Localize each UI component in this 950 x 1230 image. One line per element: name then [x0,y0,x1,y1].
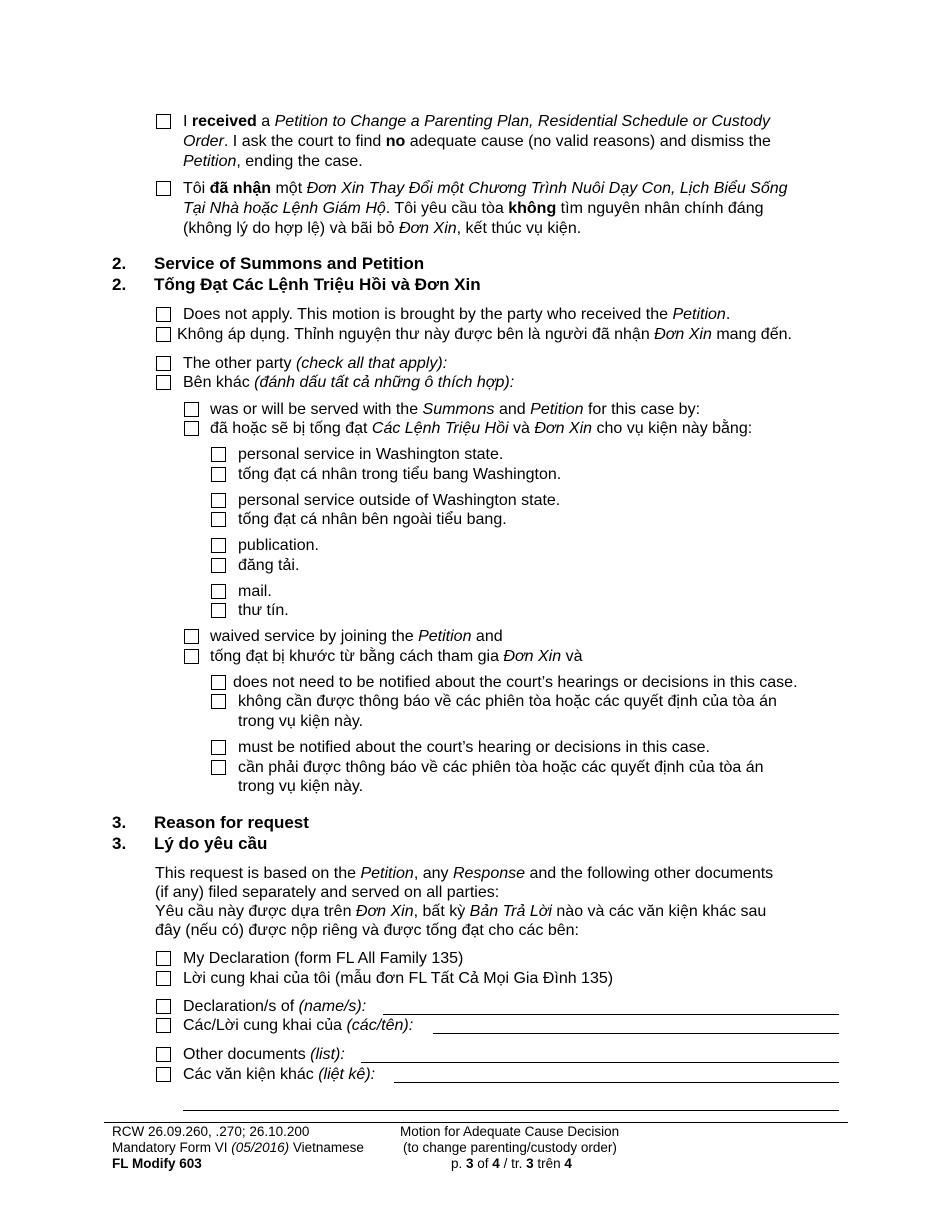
section-2-number-vi: 2. [112,275,127,294]
footer-code: FL Modify 603 [112,1156,202,1171]
footer-form: Mandatory Form VI (05/2016) Vietnamese [112,1140,364,1155]
other-documents-label: Other documents (list): [183,1046,345,1063]
footer-rule [104,1122,848,1123]
waived-text: waived service by joining the Petition and [210,628,503,645]
other-party-checkbox-vi[interactable] [156,375,171,390]
section-3-title-vi: Lý do yêu cầu [154,834,268,853]
section-2-number: 2. [112,254,127,273]
no-notice-text-vi-1: không cần được thông báo về các phiên tòa hoặc các quyết định của tòa án [238,693,777,710]
waived-checkbox[interactable] [184,629,199,644]
no-notice-text: does not need to be notified about the court’s hearings or decisions in this case. [233,674,798,691]
reason-intro-vi-1: Yêu cầu này được dựa trên Đơn Xin, bất kỳ Bản Trả Lời nào và các văn kiện khác sau [155,903,767,920]
reason-intro-vi-2: đây (nếu có) được nộp riêng và được tống đạt cho các bên: [155,922,579,939]
no-notice-text-vi-2: trong vụ kiện này. [238,713,364,730]
received-text-vi-line1: Tôi đã nhận một Đơn Xin Thay Đổi một Chương Trình Nuôi Dạy Con, Lịch Biểu Sống [183,180,788,197]
personal-out-wa-checkbox-vi[interactable] [211,512,226,527]
received-dismiss-checkbox[interactable] [156,114,171,129]
received-text-vi-line3: (không lý do hợp lệ) và bãi bỏ Đơn Xin, kết thúc vụ kiện. [183,220,582,237]
personal-out-wa-checkbox[interactable] [211,493,226,508]
not-apply-checkbox[interactable] [156,307,171,322]
must-notice-text-vi-1: cần phải được thông báo về các phiên tòa hoặc các quyết định của tòa án [238,759,764,776]
other-party-text: The other party (check all that apply): [183,355,448,372]
served-text: was or will be served with the Summons and Petition for this case by: [210,401,701,418]
other-documents-list-field-vi[interactable] [394,1082,839,1083]
declarations-of-name-field[interactable] [383,1014,839,1015]
publication-checkbox[interactable] [211,538,226,553]
section-2-title-vi: Tống Đạt Các Lệnh Triệu Hồi và Đơn Xin [154,275,481,294]
reason-intro-en-1: This request is based on the Petition, any Response and the following other documents [155,865,774,882]
declarations-of-checkbox[interactable] [156,999,171,1014]
other-party-text-vi: Bên khác (đánh dấu tất cả những ô thích hợp): [183,374,515,391]
waived-checkbox-vi[interactable] [184,649,199,664]
mail-text: mail. [238,583,272,600]
section-3-title-en: Reason for request [154,813,309,832]
reason-intro-en-2: (if any) filed separately and served on all parties: [155,884,500,901]
footer-page-number: p. 3 of 4 / tr. 3 trên 4 [451,1156,572,1171]
must-notice-text: must be notified about the court’s hearing or decisions in this case. [238,739,710,756]
received-text-line1: I received a Petition to Change a Parenting Plan, Residential Schedule or Custody [183,113,771,130]
no-notice-checkbox[interactable] [211,675,226,690]
personal-in-wa-text: personal service in Washington state. [238,446,504,463]
footer-title-1: Motion for Adequate Cause Decision [400,1124,620,1139]
served-checkbox[interactable] [184,402,199,417]
mail-text-vi: thư tín. [238,602,289,619]
personal-in-wa-checkbox[interactable] [211,447,226,462]
no-notice-checkbox-vi[interactable] [211,694,226,709]
other-documents-checkbox[interactable] [156,1047,171,1062]
personal-out-wa-text-vi: tống đạt cá nhân bên ngoài tiểu bang. [238,511,507,528]
extra-list-line[interactable] [183,1110,839,1111]
my-declaration-text-vi: Lời cung khai của tôi (mẫu đơn FL Tất Cả Mọi Gia Đình 135) [183,970,614,987]
served-text-vi: đã hoặc sẽ bị tống đạt Các Lệnh Triệu Hồi và Đơn Xin cho vụ kiện này bằng: [210,420,753,437]
personal-out-wa-text: personal service outside of Washington state. [238,492,561,509]
my-declaration-checkbox[interactable] [156,951,171,966]
my-declaration-checkbox-vi[interactable] [156,971,171,986]
other-party-checkbox[interactable] [156,356,171,371]
section-2-title-en: Service of Summons and Petition [154,254,425,273]
section-3-number: 3. [112,813,127,832]
other-documents-list-field[interactable] [361,1062,839,1063]
must-notice-checkbox[interactable] [211,740,226,755]
publication-text: publication. [238,537,319,554]
must-notice-checkbox-vi[interactable] [211,760,226,775]
other-documents-label-vi: Các văn kiện khác (liệt kê): [183,1066,376,1083]
waived-text-vi: tống đạt bị khước từ bằng cách tham gia Đơn Xin và [210,648,583,665]
declarations-of-checkbox-vi[interactable] [156,1018,171,1033]
not-apply-text-vi: Không áp dụng. Thỉnh nguyện thư này được bên là người đã nhận Đơn Xin mang đến. [177,326,792,343]
not-apply-text: Does not apply. This motion is brought by the party who received the Petition. [183,306,731,323]
publication-text-vi: đăng tải. [238,557,300,574]
served-checkbox-vi[interactable] [184,421,199,436]
received-text-line2: Order. I ask the court to find no adequate cause (no valid reasons) and dismiss the [183,133,771,150]
mail-checkbox[interactable] [211,584,226,599]
declarations-of-name-field-vi[interactable] [433,1033,839,1034]
declarations-of-label: Declaration/s of (name/s): [183,998,367,1015]
declarations-of-label-vi: Các/Lời cung khai của (các/tên): [183,1017,414,1034]
must-notice-text-vi-2: trong vụ kiện này. [238,778,364,795]
mail-checkbox-vi[interactable] [211,603,226,618]
received-text-vi-line2: Tại Nhà hoặc Lệnh Giám Hộ. Tôi yêu cầu tòa không tìm nguyên nhân chính đáng [183,200,764,217]
personal-in-wa-checkbox-vi[interactable] [211,467,226,482]
not-apply-checkbox-vi[interactable] [156,327,171,342]
footer-rcw: RCW 26.09.260, .270; 26.10.200 [112,1124,310,1139]
received-text-line3: Petition, ending the case. [183,153,363,170]
other-documents-checkbox-vi[interactable] [156,1067,171,1082]
personal-in-wa-text-vi: tống đạt cá nhân trong tiểu bang Washington. [238,466,562,483]
publication-checkbox-vi[interactable] [211,558,226,573]
received-dismiss-checkbox-vi[interactable] [156,181,171,196]
my-declaration-text: My Declaration (form FL All Family 135) [183,950,464,967]
section-3-number-vi: 3. [112,834,127,853]
footer-title-2: (to change parenting/custody order) [403,1140,617,1155]
